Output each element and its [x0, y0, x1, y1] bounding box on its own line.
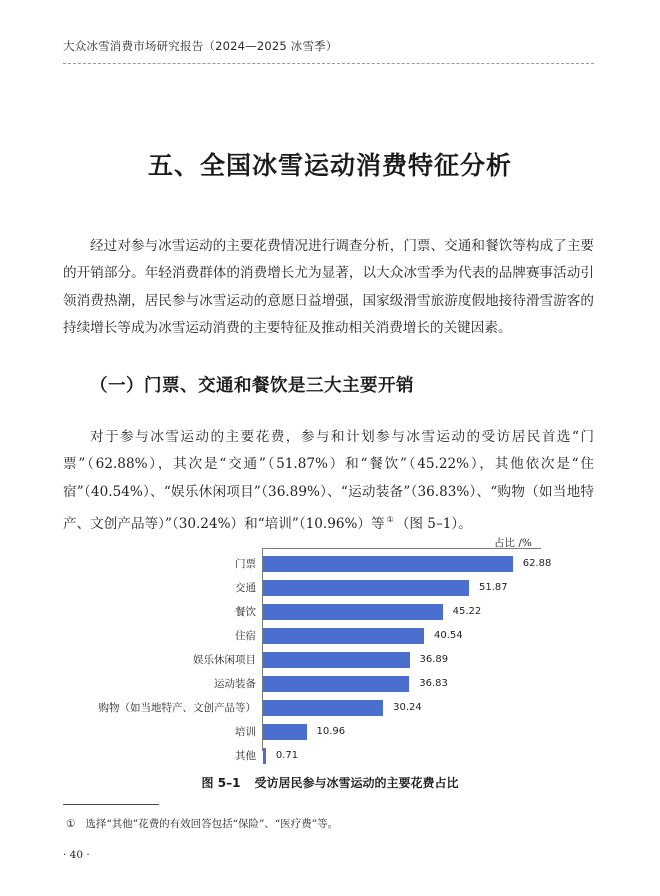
footnote-mark: ①: [66, 818, 76, 830]
chart-value-label: 0.71: [275, 750, 299, 761]
page-number: · 40 ·: [63, 849, 90, 861]
figure-caption: [0, 774, 660, 791]
chart-unit-label: 占比 /%: [494, 537, 532, 549]
chart-bar: [263, 580, 469, 596]
header-rule: [63, 63, 594, 64]
chart-category-label: 住宿: [235, 630, 256, 642]
chart-bar: [263, 556, 513, 572]
chart-value-label: 40.54: [434, 630, 463, 641]
chart-row: [0, 700, 660, 716]
paragraph-intro: 经过对参与冰雪运动的主要花费情况进行调查分析，门票、交通和餐饮等构成了主要的开销部分。年轻消费群体的消费增长尤为显著，以大众冰雪季为代表的品牌赛事活动引领消费热潮，居民参与冰雪运动的意愿日益增强，国家级滑雪旅游度假地接待滑雪游客的持续增长等成为冰雪运动消费的主要特征及推动相关消费增长的关键因素。: [63, 238, 594, 337]
chart-category-label: 运动装备: [214, 678, 256, 690]
figure-title: 受访居民参与冰雪运动的主要花费占比: [254, 776, 459, 790]
chart-category-label: 娱乐休闲项目: [193, 654, 256, 666]
paragraph-spending: [63, 424, 594, 539]
chart-bar: [263, 676, 409, 692]
chapter-title: 五、全国冰雪运动消费特征分析: [147, 151, 512, 180]
chart-y-axis: [262, 548, 263, 751]
chart-top-rule: [262, 548, 541, 549]
chart-value-label: 36.89: [419, 654, 449, 665]
chart-category-label: 培训: [235, 726, 256, 738]
chart-row: [0, 628, 660, 644]
section-heading: （一）门票、交通和餐饮是三大主要开销: [90, 376, 414, 396]
chart-value-label: 62.88: [522, 558, 552, 569]
chart-bar: [263, 748, 266, 764]
chart-row: [0, 676, 660, 692]
chart-category-label: 购物（如当地特产、文创产品等）: [98, 702, 256, 714]
footnote-reference[interactable]: ①: [386, 515, 394, 525]
paragraph-spending-text: 对于参与冰雪运动的主要花费，参与和计划参与冰雪运动的受访居民首选“门票”（62.88%），其次是“交通”（51.87%）和“餐饮”（45.22%），其他依次是“住宿”（40.54%）、“娱乐休闲项目”（36.89%）、“运动装备”（36.83%）、“购物（如当地特产、文创产品等）”（30.24%）和“培训”（10.96%）等: [63, 429, 594, 533]
chart-bar: [263, 652, 410, 668]
chart-category-label: 其他: [235, 750, 256, 762]
chart-row: [0, 748, 660, 764]
chart-value-label: 51.87: [479, 582, 508, 593]
chart-bar: [263, 604, 443, 620]
figure-number: 图 5–1: [201, 776, 241, 790]
paragraph-spending-tail: （图 5–1）。: [395, 516, 472, 533]
chart-bar: [263, 700, 383, 716]
chart-bar: [263, 724, 307, 740]
bar-chart: [0, 535, 660, 767]
chart-bar: [263, 628, 424, 644]
chart-value-label: 36.83: [419, 678, 448, 689]
chart-category-label: 门票: [235, 558, 256, 570]
chart-category-label: 餐饮: [235, 606, 256, 618]
footnote: [66, 816, 338, 831]
chart-value-label: 45.22: [452, 606, 482, 617]
running-header: 大众冰雪消费市场研究报告（2024—2025 冰雪季）: [63, 39, 338, 53]
chart-category-label: 交通: [235, 582, 256, 594]
chart-row: [0, 604, 660, 620]
footnote-text: 选择“其他”花费的有效回答包括“保险”、“医疗费”等。: [85, 818, 339, 830]
chart-row: [0, 580, 660, 596]
chart-row: [0, 652, 660, 668]
chart-row: [0, 556, 660, 572]
chart-row: [0, 724, 660, 740]
footnote-rule: [63, 804, 159, 805]
chart-value-label: 10.96: [316, 726, 346, 737]
chart-value-label: 30.24: [393, 702, 422, 713]
